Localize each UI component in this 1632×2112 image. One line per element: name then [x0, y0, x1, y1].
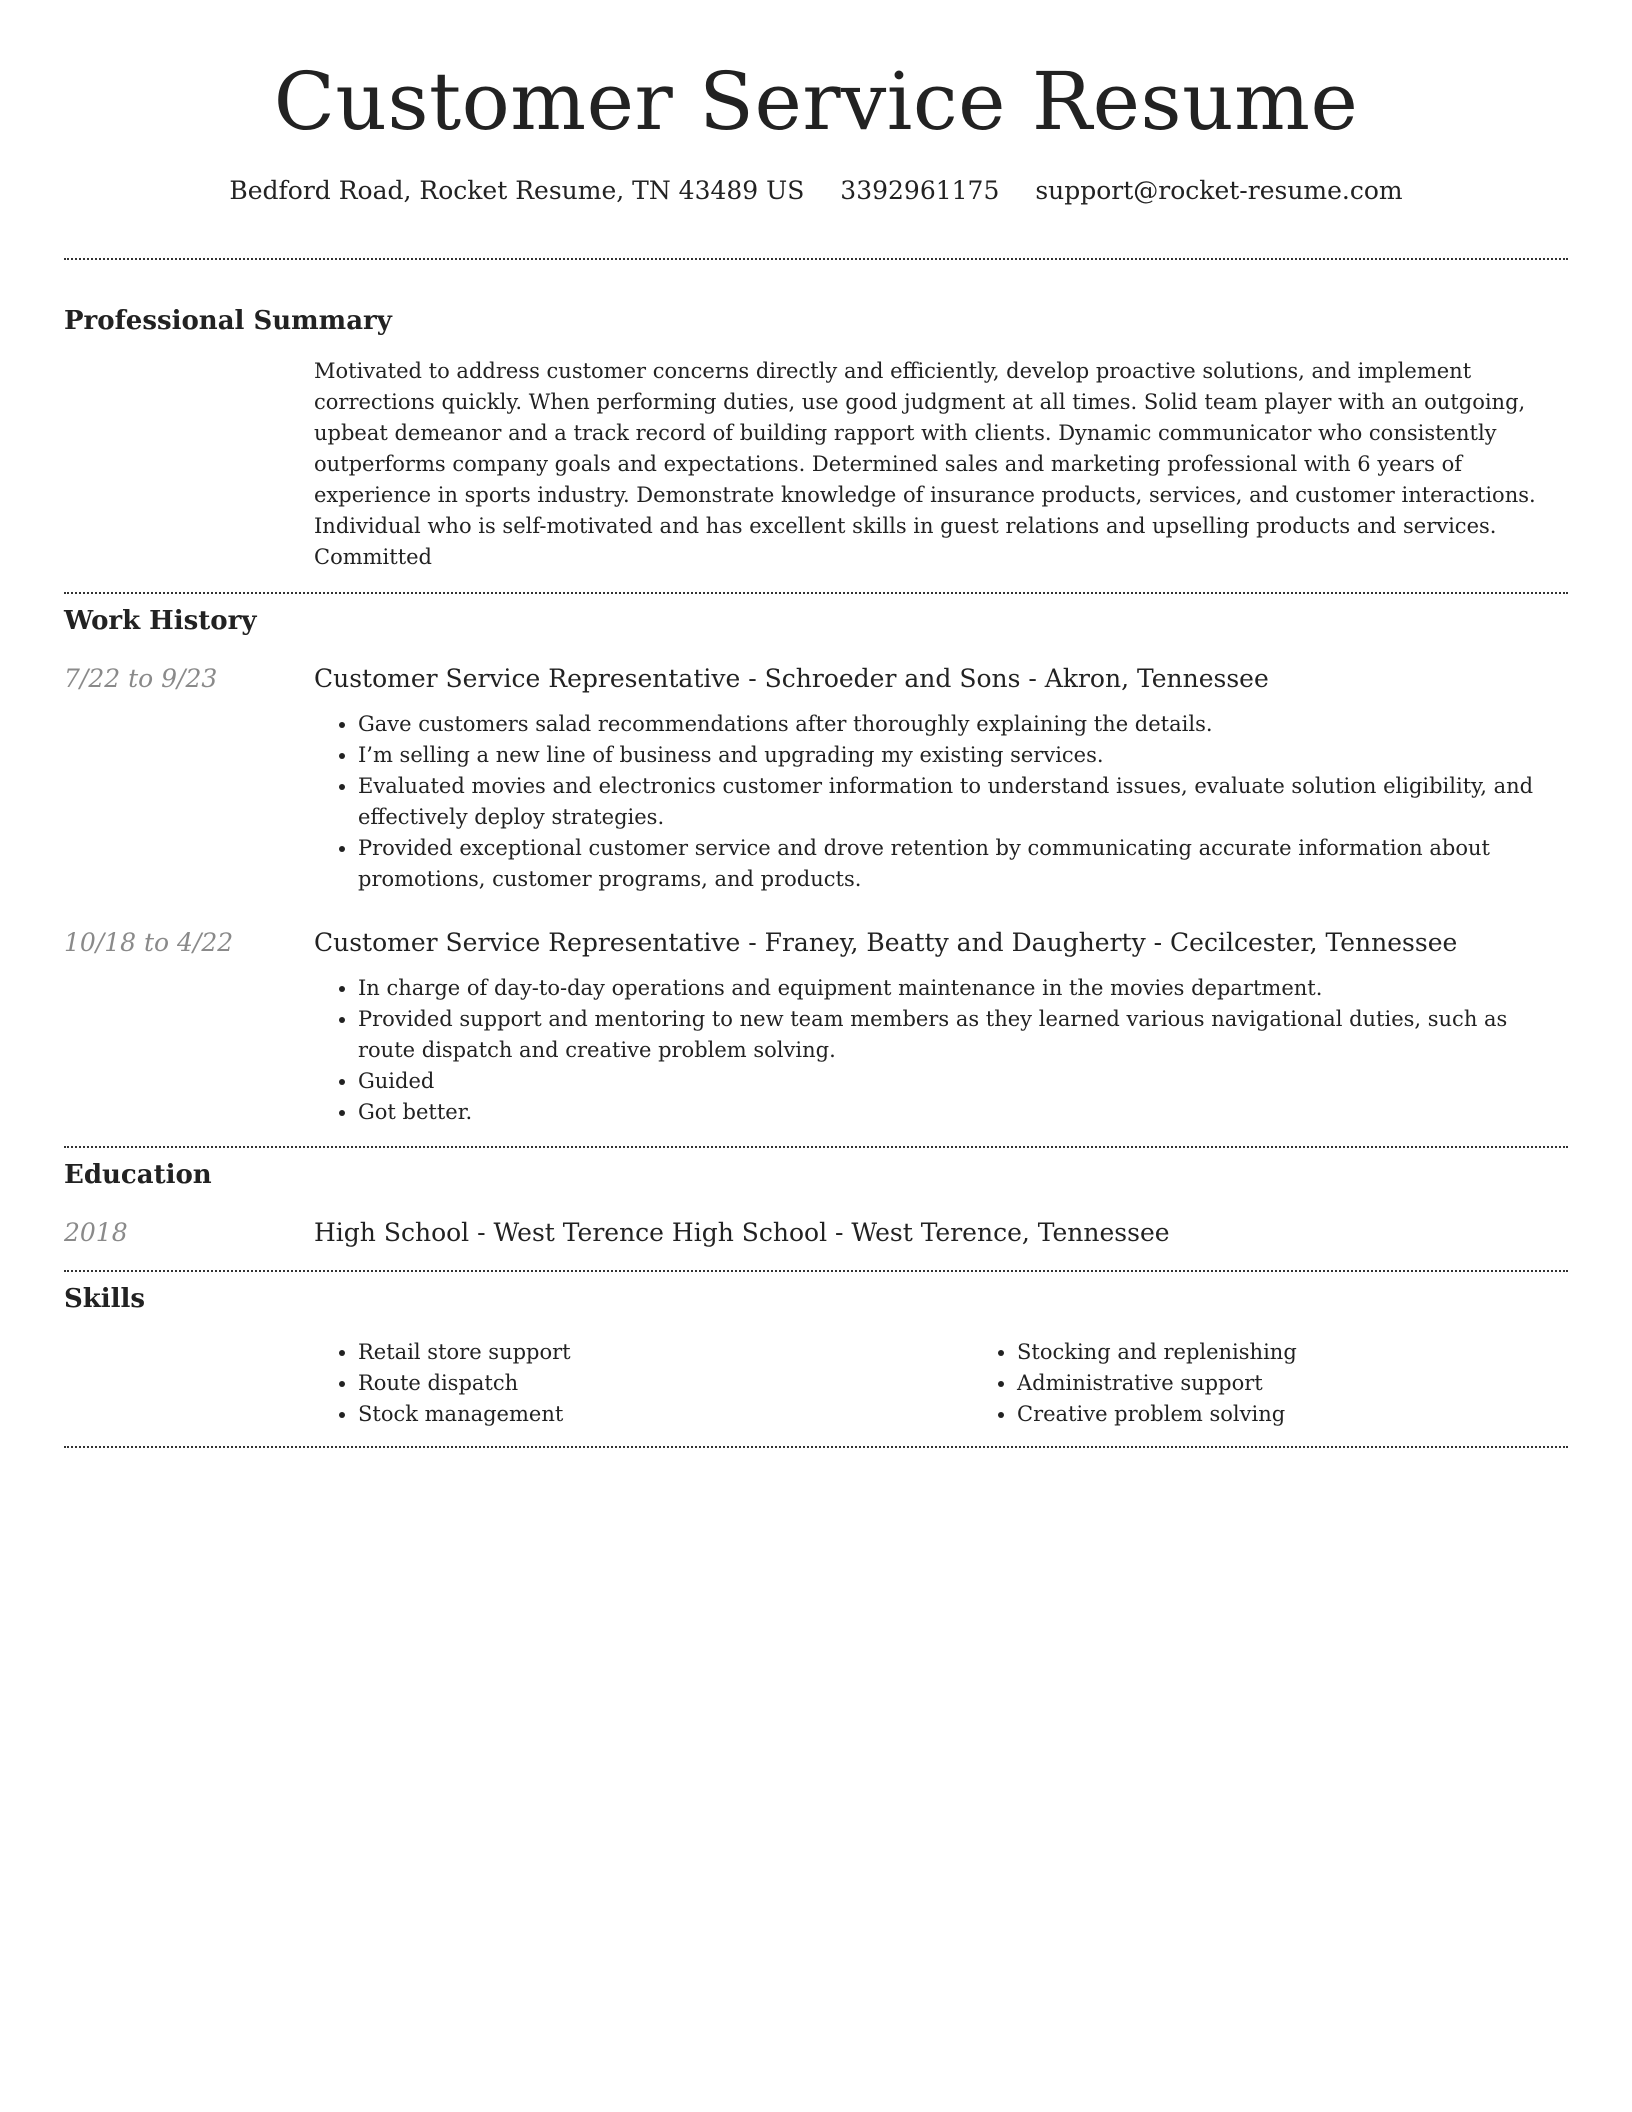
section-title-education: Education: [64, 1160, 212, 1190]
resume-page: [64, 0, 1568, 1448]
skill-item: • Creative problem solving: [1017, 1399, 1632, 1430]
job-details: [314, 926, 1568, 1128]
divider: [64, 1446, 1568, 1448]
job-bullets: [314, 709, 1568, 895]
job-bullet: • Provided support and mentoring to new team members as they learned various navigational duties, such as route dispatch and creative problem solving.: [358, 1004, 1568, 1066]
job-heading: Customer Service Representative - Franey, Beatty and Daugherty - Cecilcester, Tennessee: [314, 928, 1458, 957]
job-dates: 7/22 to 9/23: [64, 664, 218, 693]
education-entry: [64, 1216, 1568, 1250]
resume-name: Customer Service Resume: [273, 55, 1359, 148]
job-bullet: • Guided: [358, 1066, 1568, 1097]
contact-phone: 3392961175: [840, 176, 1000, 205]
skill-item: • Route dispatch: [358, 1368, 973, 1399]
divider: [64, 1270, 1568, 1272]
job-entry: [64, 662, 1568, 895]
job-bullets: [314, 973, 1568, 1128]
job-bullet: • Got better.: [358, 1097, 1568, 1128]
summary-row: [64, 356, 1568, 573]
job-bullet: • In charge of day-to-day operations and equipment maintenance in the movies department.: [358, 973, 1568, 1004]
education-section: [64, 1158, 1568, 1250]
contact-address: Bedford Road, Rocket Resume, TN 43489 US: [229, 176, 805, 205]
divider: [64, 1146, 1568, 1148]
job-bullet: • Gave customers salad recommendations after thoroughly explaining the details.: [358, 709, 1568, 740]
job-bullet: • Provided exceptional customer service and drove retention by communicating accurate information about promotions, customer programs, and products.: [358, 833, 1568, 895]
skill-item: • Stock management: [358, 1399, 973, 1430]
skills-columns: [314, 1337, 1632, 1430]
education-year: 2018: [64, 1218, 128, 1247]
skills-row: [64, 1337, 1568, 1430]
contact-email: support@rocket-resume.com: [1035, 176, 1403, 205]
section-title-work: Work History: [64, 606, 257, 636]
job-details: [314, 662, 1568, 895]
divider: [64, 592, 1568, 594]
divider: [64, 258, 1568, 260]
job-heading: Customer Service Representative - Schroeder and Sons - Akron, Tennessee: [314, 664, 1269, 693]
skills-column-1: [314, 1337, 973, 1430]
job-bullet: • Evaluated movies and electronics customer information to understand issues, evaluate solution eligibility, and effectively deploy strategies.: [358, 771, 1568, 833]
skill-item: • Retail store support: [358, 1337, 973, 1368]
skill-item: • Stocking and replenishing: [1017, 1337, 1632, 1368]
job-dates: 10/18 to 4/22: [64, 928, 234, 957]
education-heading: High School - West Terence High School - West Terence, Tennessee: [314, 1218, 1170, 1247]
section-title-summary: Professional Summary: [64, 306, 392, 336]
job-entry: [64, 926, 1568, 1128]
job-bullet: • I’m selling a new line of business and upgrading my existing services.: [358, 740, 1568, 771]
section-title-skills: Skills: [64, 1284, 146, 1314]
work-history-section: [64, 604, 1568, 1128]
summary-text: Motivated to address customer concerns directly and efficiently, develop proactive solutions, and implement corrections quickly. When performing duties, use good judgment at all times. Solid team player with an outgoing, upbeat demeanor and a track record of building rapport with clients. Dynamic communicator who consistently outperforms company goals and expectations. Determined sales and marketing professional with 6 years of experience in sports industry. Demonstrate knowledge of insurance products, services, and customer interactions. Individual who is self-motivated and has excellent skills in guest relations and upselling products and services. Committed: [314, 359, 1536, 569]
skill-item: • Administrative support: [1017, 1368, 1632, 1399]
skills-section: [64, 1282, 1568, 1430]
summary-section: [64, 304, 1568, 573]
contact-line: [64, 174, 1568, 208]
skills-column-2: [973, 1337, 1632, 1430]
